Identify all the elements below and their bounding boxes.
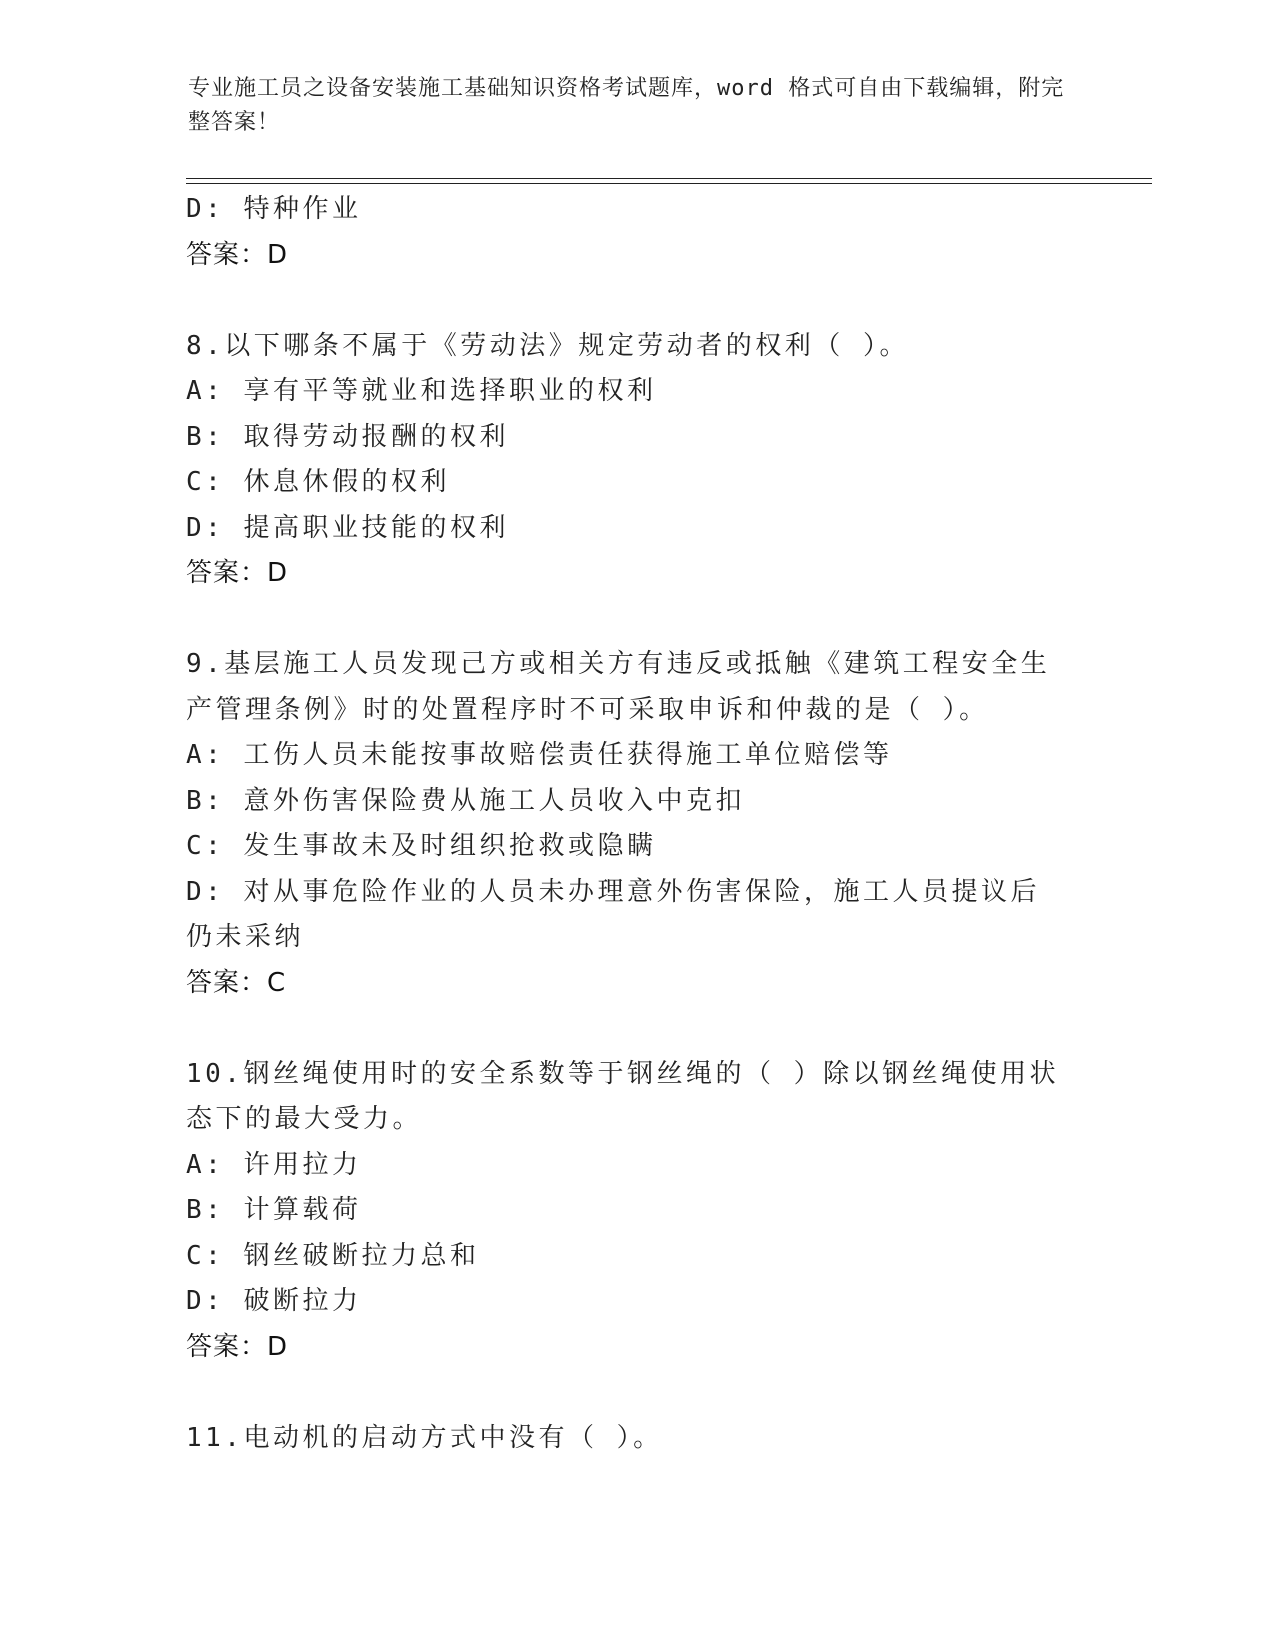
option-c: C: 发生事故未及时组织抢救或隐瞒 <box>186 831 657 861</box>
option-b: B: 取得劳动报酬的权利 <box>186 421 509 452</box>
option-c: C: 钢丝破断拉力总和 <box>186 1240 480 1271</box>
option-a: A: 享有平等就业和选择职业的权利 <box>186 376 657 406</box>
question-stem-10: 10.钢丝绳使用时的安全系数等于钢丝绳的（ ）除以钢丝绳使用状态下的最大受力。 <box>186 1058 1060 1134</box>
option-b: B: 意外伤害保险费从施工人员收入中克扣 <box>186 785 745 816</box>
answer-line: 答案：C <box>186 967 287 998</box>
document-header: 专业施工员之设备安装施工基础知识资格考试题库，word 格式可自由下载编辑，附完整答案！ <box>188 76 1065 135</box>
header-rule-top <box>186 178 1152 179</box>
option-a: A: 许用拉力 <box>186 1149 362 1180</box>
answer-line: 答案：D <box>186 558 289 588</box>
answer-line: 答案：D <box>186 1331 289 1362</box>
answer-line: 答案：D <box>186 239 289 270</box>
option-d: D: 破断拉力 <box>186 1286 362 1316</box>
option-b: B: 计算载荷 <box>186 1195 362 1225</box>
question-content <box>186 187 1066 1461</box>
header-rule-bottom <box>186 183 1152 184</box>
question-stem-8: 8.以下哪条不属于《劳动法》规定劳动者的权利（ ）。 <box>186 330 909 361</box>
question-stem-11: 11.电动机的启动方式中没有（ ）。 <box>186 1422 663 1453</box>
option-d: D: 提高职业技能的权利 <box>186 512 509 543</box>
option-d: D: 特种作业 <box>186 194 362 224</box>
option-c: C: 休息休假的权利 <box>186 467 450 497</box>
question-stem-9: 9.基层施工人员发现己方或相关方有违反或抵触《建筑工程安全生产管理条例》时的处置程序时不可采取申诉和仲裁的是（ ）。 <box>186 649 1051 725</box>
option-a: A: 工伤人员未能按事故赔偿责任获得施工单位赔偿等 <box>186 740 893 770</box>
option-d: D: 对从事危险作业的人员未办理意外伤害保险，施工人员提议后仍未采纳 <box>186 876 1040 952</box>
